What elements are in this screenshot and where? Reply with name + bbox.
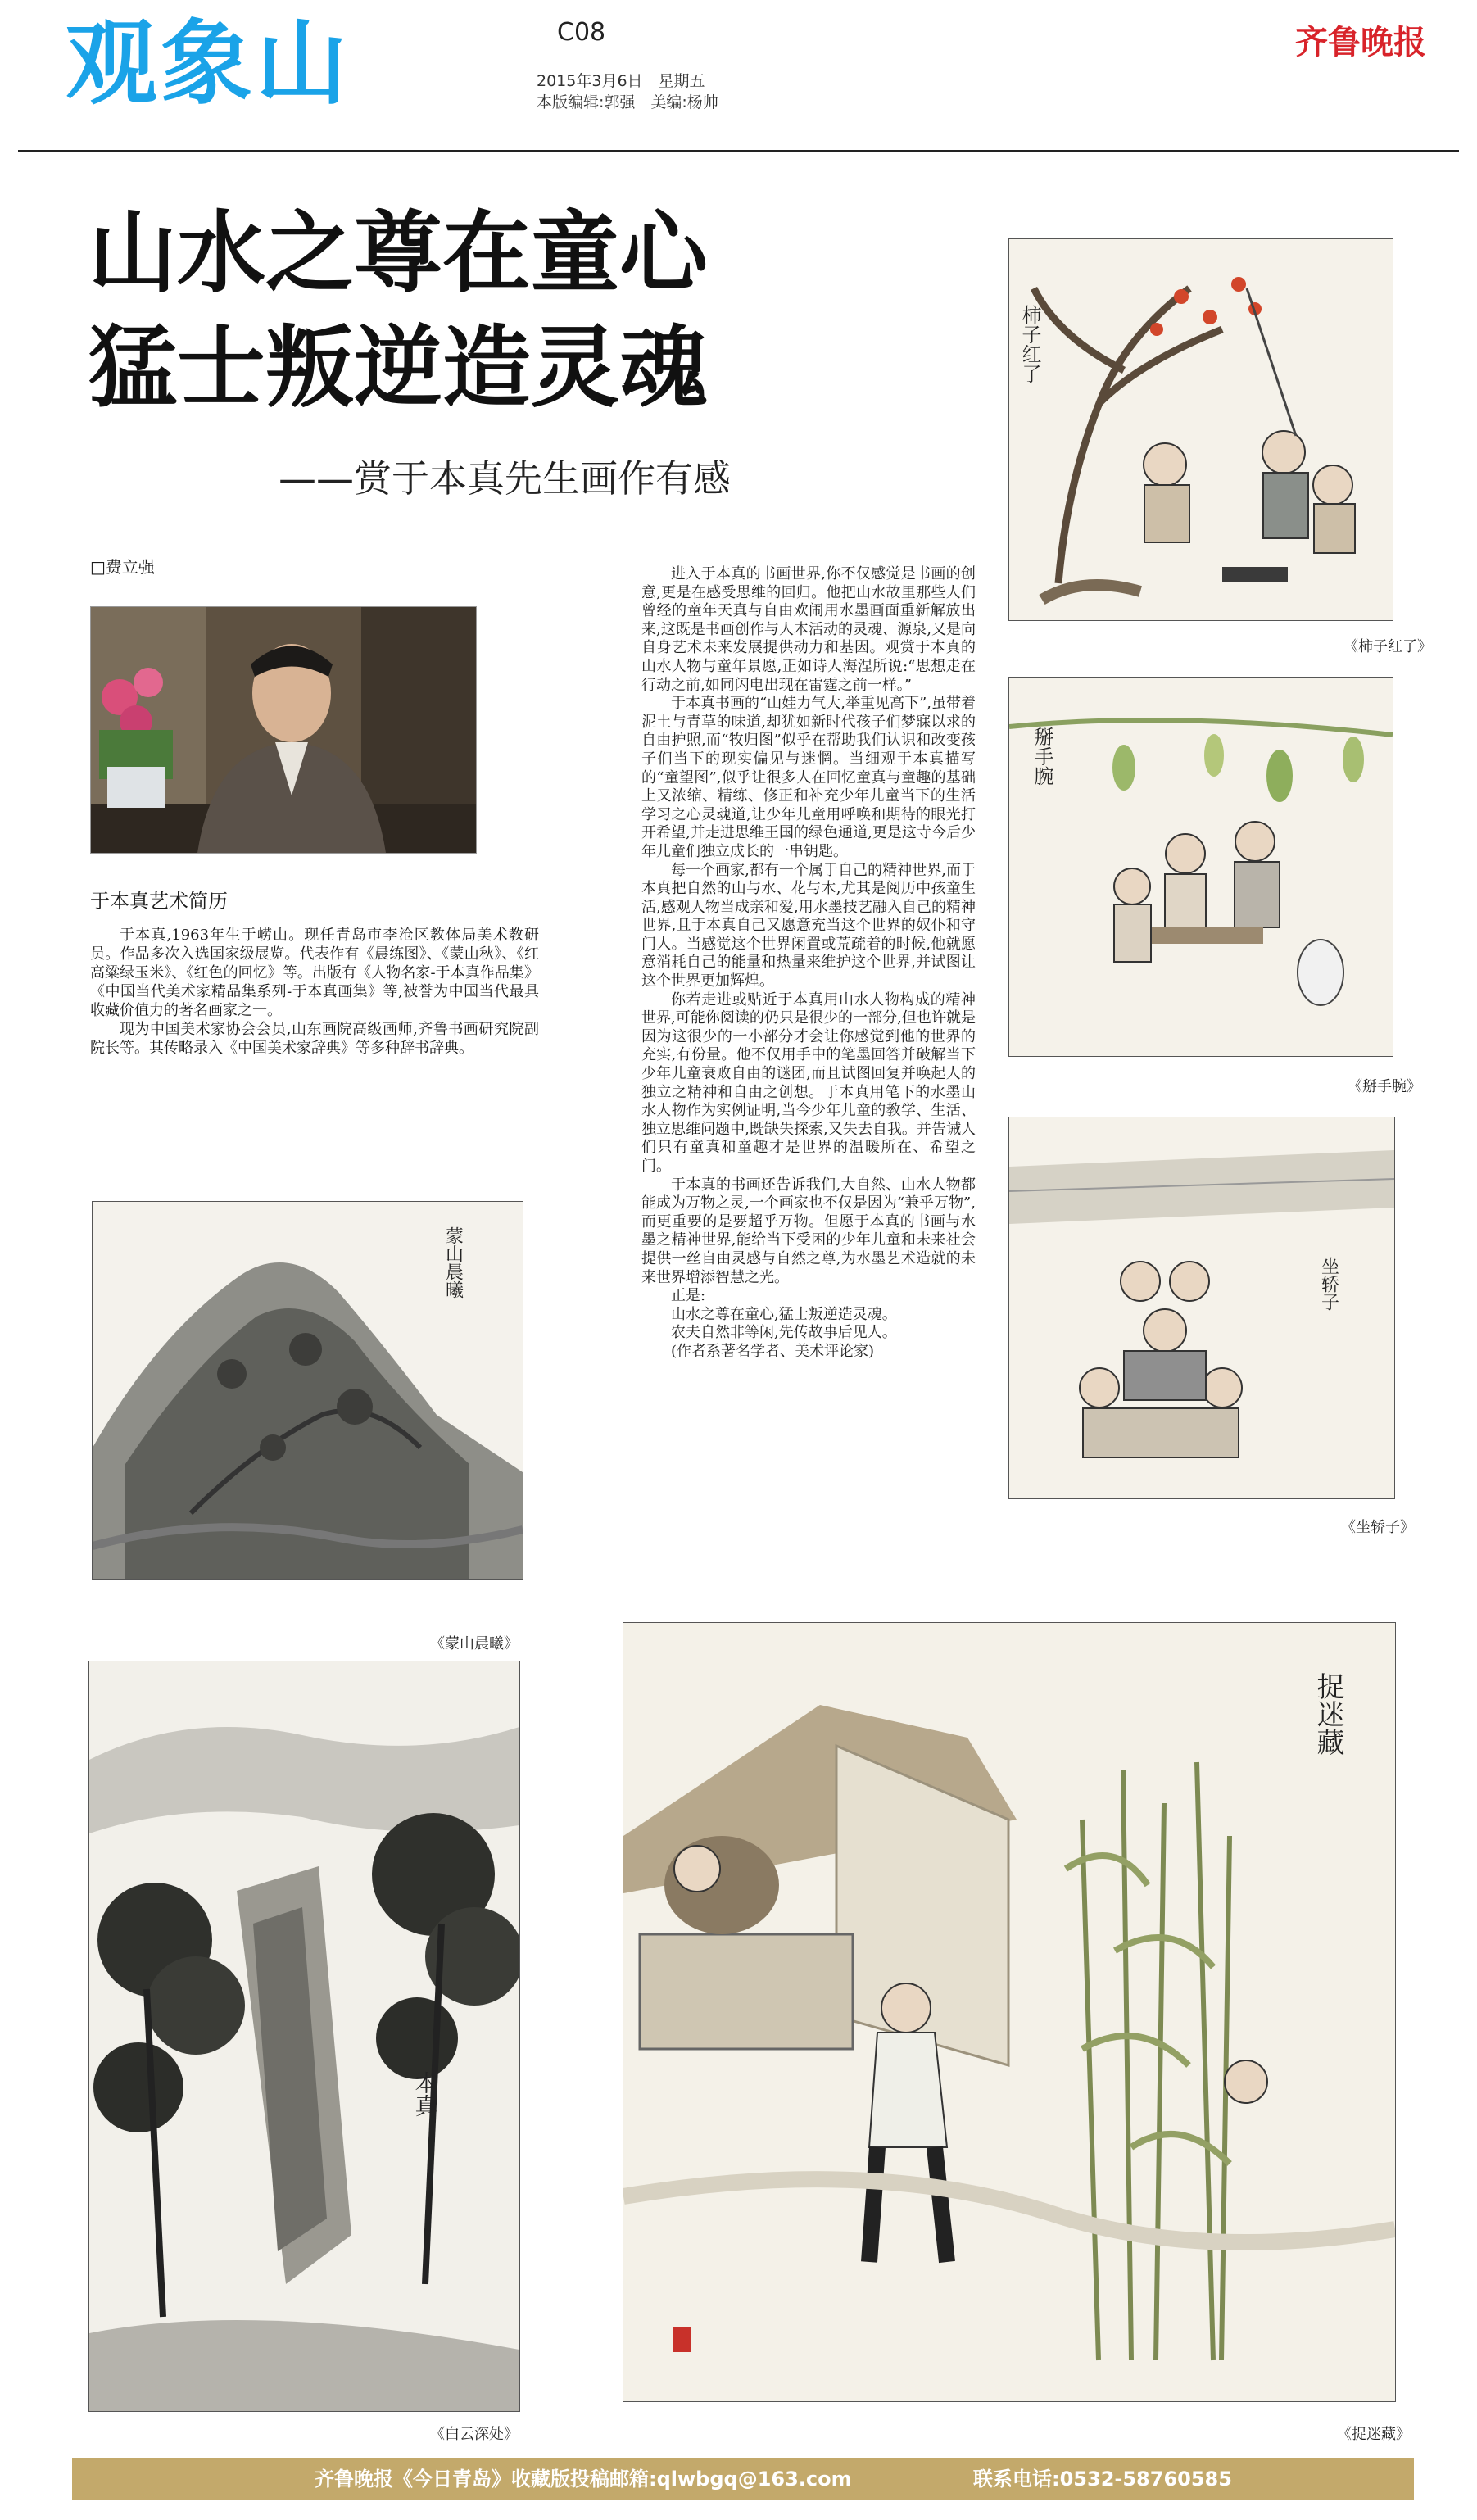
painting-inscription: 坐轿子 xyxy=(1318,1257,1339,1311)
article-paragraph: 每一个画家,都有一个属于自己的精神世界,而于本真把自然的山与水、花与木,尤其是阅历中孩童生活,感观人物当成亲和爱,用水墨技艺融入自己的精神世界,且于本真自己又愿意充当这个世界的奴仆和守门人。当感觉这个世界闲置或荒疏着的时候,他就愿意消耗自己的能量和热量来维护这个世界,并试图让这个世界更加辉煌。 xyxy=(641,861,976,990)
bio-title: 于本真艺术简历 xyxy=(90,890,228,913)
headline xyxy=(88,197,708,426)
painting-persimmon xyxy=(1008,238,1393,621)
painting-sedan xyxy=(1008,1117,1395,1499)
author-note: (作者系著名学者、美术评论家) xyxy=(671,1342,875,1360)
painting-mengshan xyxy=(92,1201,523,1580)
painting-inscription: 本真 xyxy=(411,2071,439,2117)
caption-persimmon: 《柿子红了》 xyxy=(1343,638,1432,655)
artist-photo-image xyxy=(91,607,476,853)
headline-line-1: 山水之尊在童心 xyxy=(88,202,709,305)
painting-baiyun-image xyxy=(89,1661,519,2411)
painting-hideseek-image xyxy=(623,1623,1395,2401)
painting-inscription: 掰手腕 xyxy=(1031,727,1053,786)
poem-line: 农夫自然非等闲,先传故事后见人。 xyxy=(671,1324,897,1342)
footer-bar xyxy=(72,2458,1414,2500)
byline: □费立强 xyxy=(90,557,155,577)
caption-armwrestle: 《掰手腕》 xyxy=(1348,1078,1421,1095)
date-line: 2015年3月6日 星期五 xyxy=(537,72,705,90)
article-paragraph: 于本真的书画还告诉我们,大自然、山水人物都能成为万物之灵,一个画家也不仅是因为“兼乎万物”,而更重要的是要超乎万物。但愿于本真的书画与水墨之精神世界,能给当下受困的少年儿童和未来社会提供一丝自由灵感与自然之尊,为水墨艺术造就的未来世界增添智慧之光。 xyxy=(641,1176,976,1286)
caption-mengshan: 《蒙山晨曦》 xyxy=(430,1635,519,1652)
editors-line: 本版编辑:郭强 美编:杨帅 xyxy=(537,93,718,111)
bio-paragraph: 于本真,1963年生于崂山。现任青岛市李沧区教体局美术教研员。作品多次入选国家级展览。代表作有《晨练图》、《蒙山秋》、《红高粱绿玉米》、《红色的回忆》等。出版有《人物名家-于本真作品集》《中国当代美术家精品集系列-于本真画集》等,被誉为中国当代最具收藏价值力的著名画家之一。 xyxy=(90,927,539,1019)
painting-baiyun xyxy=(88,1661,520,2412)
caption-hideseek: 《捉迷藏》 xyxy=(1337,2426,1411,2443)
article-paragraph: 进入于本真的书画世界,你不仅感觉是书画的创意,更是在感受思维的回归。他把山水故里那些人们曾经的童年天真与自由欢闹用水墨画面重新解放出来,这既是书画创作与人本活动的灵魂、源泉,又是向自身艺术未来发展提供动力和基因。观赏于本真的山水人物与童年景愿,正如诗人海涅所说:“思想走在行动之前,如同闪电出现在雷霆之前一样。” xyxy=(641,565,976,694)
painting-armwrestle xyxy=(1008,677,1393,1057)
painting-sedan-image xyxy=(1009,1117,1394,1498)
bio-text xyxy=(90,926,539,1058)
caption-baiyun: 《白云深处》 xyxy=(430,2426,519,2443)
painting-mengshan-image xyxy=(93,1202,523,1579)
painting-hideseek xyxy=(623,1622,1396,2402)
painting-inscription: 柿子红了 xyxy=(1018,305,1041,383)
caption-sedan: 《坐轿子》 xyxy=(1341,1519,1415,1536)
footer-phone: 联系电话:0532-58760585 xyxy=(973,2468,1232,2491)
poem-intro: 正是: xyxy=(671,1287,706,1305)
section-name: 观象山 xyxy=(66,11,351,117)
painting-persimmon-image xyxy=(1009,239,1393,620)
article-paragraph: 于本真书画的“山娃力气大,举重见高下”,虽带着泥土与青草的味道,却犹如新时代孩子们梦寐以求的自由护照,而“牧归图”似乎在帮助我们认识和改变孩子们当下的现实偏见与迷惘。当细观于本真描写的“童望图”,似乎让很多人在回忆童真与童趣的基础上又浓缩、精练、修正和补充少年儿童当下的生活学习之心灵魂道,让少年儿童用呼唤和期待的眼光打开希望,并走进思维王国的绿色通道,更是这寺今后少年儿童们独立成长的一串钥匙。 xyxy=(641,695,976,860)
header-rule xyxy=(18,150,1459,152)
article-paragraph: 你若走进或贴近于本真用山水人物构成的精神世界,可能你阅读的仍只是很少的一部分,但也许就是因为这很少的一小部分才会让你感觉到他的世界的充实,有份量。他不仅用手中的笔墨回答并破解当下少年儿童衰败自由的谜团,而且试图回复并唤起人的独立之精神和自由之创想。于本真用笔下的水墨山水人物作为实例证明,当今少年儿童的教学、生活、独立思维问题中,既缺失探索,又失去自我。并告诫人们只有童真和童趣才是世界的温暖所在、希望之门。 xyxy=(641,990,976,1175)
bio-paragraph: 现为中国美术家协会会员,山东画院高级画师,齐鲁书画研究院副院长等。其传略录入《中国美术家辞典》等多种辞书辞典。 xyxy=(90,1021,539,1057)
painting-inscription: 蒙山晨曦 xyxy=(442,1226,464,1299)
poem-line: 山水之尊在童心,猛士叛逆造灵魂。 xyxy=(671,1305,897,1323)
article-body xyxy=(641,565,976,1362)
page-number: C08 xyxy=(557,18,606,47)
artist-photo xyxy=(90,606,477,854)
headline-line-2: 猛士叛逆造灵魂 xyxy=(88,317,709,419)
paper-logo: 齐鲁晚报 xyxy=(1295,23,1426,61)
painting-inscription: 捉迷藏 xyxy=(1312,1672,1344,1756)
footer-submission: 齐鲁晚报《今日青岛》收藏版投稿邮箱:qlwbgq@163.com xyxy=(315,2468,852,2491)
painting-armwrestle-image xyxy=(1009,678,1393,1056)
subtitle: ——赏于本真先生画作有感 xyxy=(279,456,731,501)
